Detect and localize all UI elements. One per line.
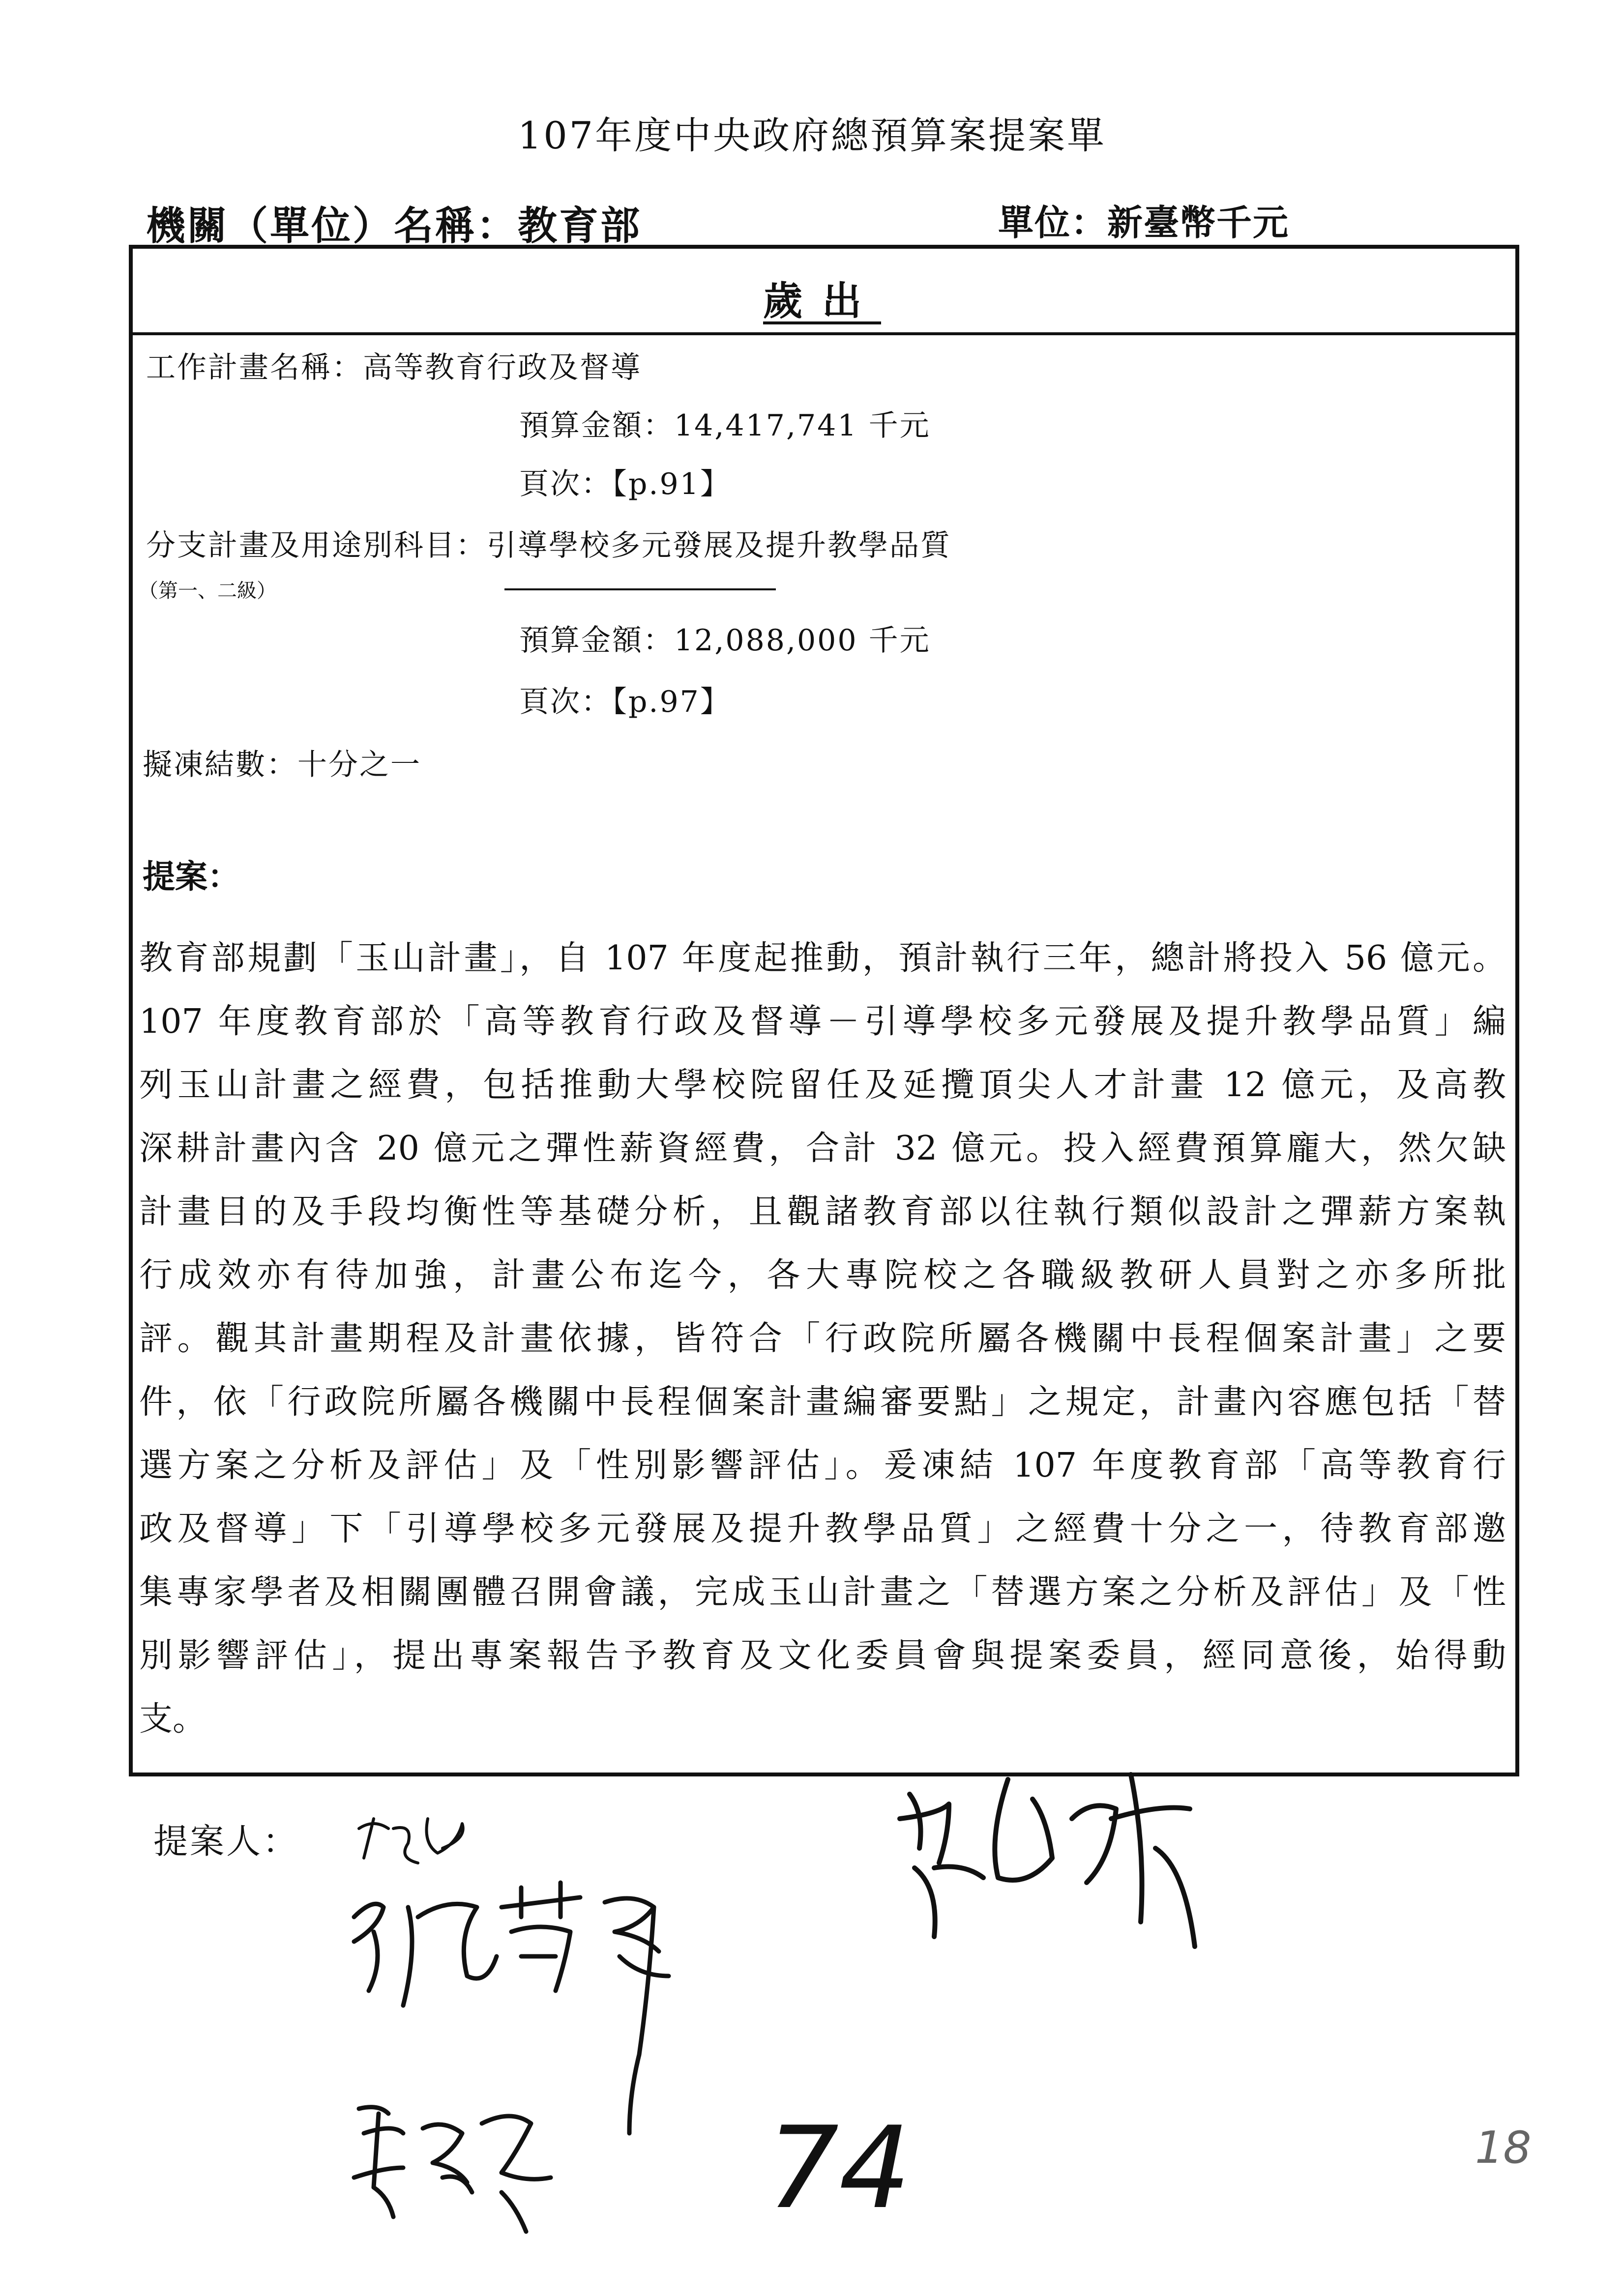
proposal-line: 107 年度教育部於「高等教育行政及督導－引導學校多元發展及提升教學品質」編: [139, 1002, 1506, 1041]
branch-level-note: （第一、二級）: [139, 580, 276, 602]
proposal-line: 評。觀其計畫期程及計畫依據，皆符合「行政院所屬各機關中長程個案計畫」之要: [139, 1319, 1506, 1358]
proposal-line: 深耕計畫內含 20 億元之彈性薪資經費，合計 32 億元。投入經費預算龐大，然欠缺: [139, 1129, 1506, 1168]
currency-unit: 單位：新臺幣千元: [998, 202, 1290, 243]
branch-plan-budget: 預算金額：12,088,000 千元: [519, 623, 931, 658]
page-mark: 18: [1475, 2122, 1532, 2174]
section-heading-text: 歲出: [763, 278, 881, 324]
signature-3: [354, 2107, 551, 2232]
proposal-line: 政及督導」下「引導學校多元發展及提升教學品質」之經費十分之一，待教育部邀: [139, 1510, 1506, 1548]
proposer-label: 提案人：: [153, 1821, 299, 1861]
proposal-line: 別影響評估」，提出專案報告予教育及文化委員會與提案委員，經同意後，始得動: [139, 1636, 1506, 1675]
proposal-label: 提案：: [143, 857, 240, 896]
signature-small: [359, 1819, 463, 1863]
branch-plan-page: 頁次：【p.97】: [519, 685, 731, 719]
agency-name: 機關（單位）名稱：教育部: [146, 203, 642, 249]
freeze-amount: 擬凍結數：十分之一: [143, 748, 421, 782]
proposal-line: 選方案之分析及評估」及「性別影響評估」。爰凍結 107 年度教育部「高等教育行: [139, 1446, 1506, 1485]
work-plan-name: 工作計畫名稱：高等教育行政及督導: [146, 350, 642, 385]
handwritten-number: 74: [767, 2103, 911, 2234]
proposal-line: 集專家學者及相關團體召開會議，完成玉山計畫之「替選方案之分析及評估」及「性: [139, 1573, 1506, 1612]
proposal-line: 支。: [139, 1700, 207, 1739]
signature-1: [354, 1883, 669, 2133]
proposal-line: 件，依「行政院所屬各機關中長程個案計畫編審要點」之規定，計畫內容應包括「替: [139, 1383, 1506, 1422]
document-title: 107年度中央政府總預算案提案單: [517, 114, 1107, 157]
proposal-line: 列玉山計畫之經費，包括推動大學校院留任及延攬頂尖人才計畫 12 億元，及高教: [139, 1066, 1506, 1104]
proposal-line: 行成效亦有待加強，計畫公布迄今，各大專院校之各職級教研人員對之亦多所批: [139, 1256, 1506, 1295]
work-plan-budget: 預算金額：14,417,741 千元: [519, 408, 931, 443]
proposal-line: 教育部規劃「玉山計畫」，自 107 年度起推動，預計執行三年，總計將投入 56 億元。: [139, 939, 1506, 978]
work-plan-page: 頁次：【p.91】: [519, 467, 731, 501]
branch-plan-name: 分支計畫及用途別科目：引導學校多元發展及提升教學品質: [146, 528, 951, 563]
signature-2: [900, 1774, 1195, 1947]
proposal-line: 計畫目的及手段均衡性等基礎分析，且觀諸教育部以往執行類似設計之彈薪方案執: [139, 1192, 1506, 1231]
